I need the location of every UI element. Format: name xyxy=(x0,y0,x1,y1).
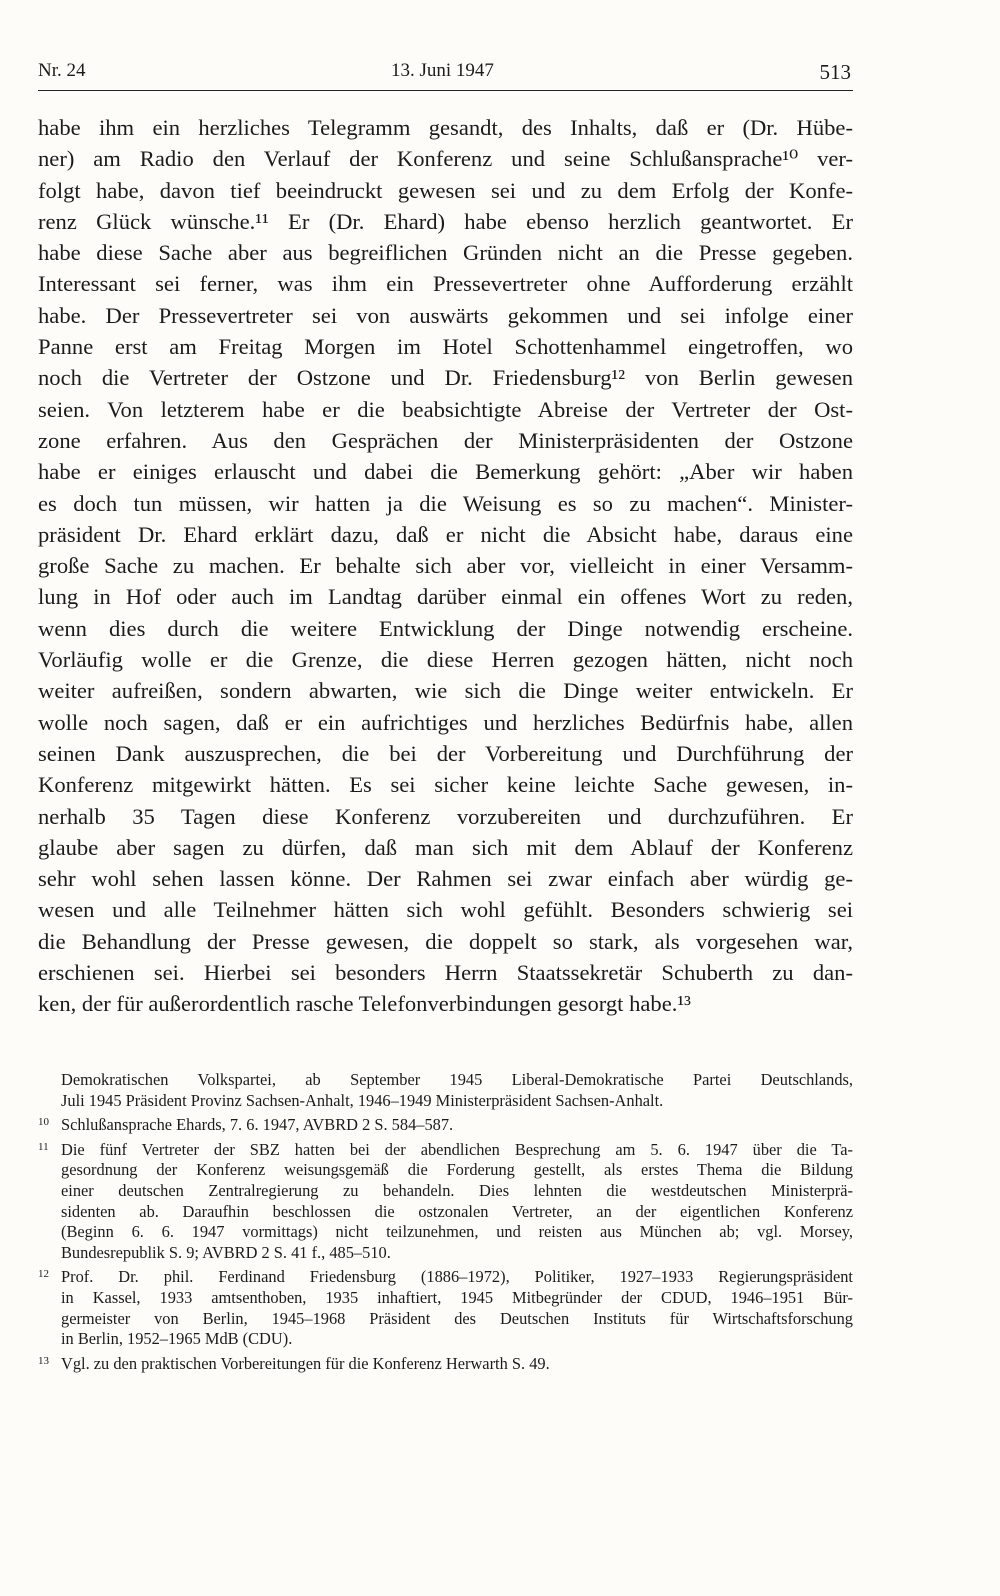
body-line: habe diese Sache aber aus begreiflichen Gründen nicht an die Presse gegeben. xyxy=(38,240,853,266)
footnote-line xyxy=(38,1140,853,1161)
footnote-text: (Beginn 6. 6. 1947 vormittags) nicht teilzunehmen, und reisten aus München ab; vgl. Morsey, xyxy=(61,1222,853,1242)
footnote-text: Die fünf Vertreter der SBZ hatten bei der abendlichen Besprechung am 5. 6. 1947 über die Ta- xyxy=(61,1139,853,1159)
footnote-text: in Berlin, 1952–1965 MdB (CDU). xyxy=(61,1329,293,1349)
footnote-number: 11 xyxy=(38,1140,49,1153)
body-line: die Behandlung der Presse gewesen, die doppelt so stark, als vorgesehen war, xyxy=(38,928,853,954)
footnote-text: Prof. Dr. phil. Ferdinand Friedensburg (1886–1972), Politiker, 1927–1933 Regierungspräsident xyxy=(61,1267,853,1287)
body-line: Konferenz mitgewirkt hätten. Es sei sicher keine leichte Sache gewesen, in- xyxy=(38,772,853,798)
body-line: zone erfahren. Aus den Gesprächen der Ministerpräsidenten der Ostzone xyxy=(38,427,853,453)
footnote-line xyxy=(38,1222,853,1243)
footnote-line xyxy=(38,1243,853,1264)
body-line: nerhalb 35 Tagen diese Konferenz vorzubereiten und durchzuführen. Er xyxy=(38,803,853,829)
body-line: habe. Der Pressevertreter sei von auswärts gekommen und sei infolge einer xyxy=(38,302,853,328)
footnote-number: 10 xyxy=(38,1116,49,1129)
body-line: wenn dies durch die weitere Entwicklung der Dinge notwendig erscheine. xyxy=(38,615,853,641)
footnote-line xyxy=(38,1288,853,1309)
body-line: Panne erst am Freitag Morgen im Hotel Schottenhammel eingetroffen, wo xyxy=(38,334,853,360)
body-line: große Sache zu machen. Er behalte sich aber vor, vielleicht in einer Versamm- xyxy=(38,553,853,579)
footnote-line xyxy=(38,1202,853,1223)
body-line: ken, der für außerordentlich rasche Telefonverbindungen gesorgt habe.¹³ xyxy=(38,991,691,1017)
footnote-line xyxy=(38,1160,853,1181)
body-line: seinen Dank auszusprechen, die bei der Vorbereitung und Durchführung der xyxy=(38,740,853,766)
body-line: wesen und alle Teilnehmer hätten sich wohl gefühlt. Besonders schwierig sei xyxy=(38,897,853,923)
footnote xyxy=(38,1267,853,1349)
footnote-text: sidenten ab. Daraufhin beschlossen die ostzonalen Vertreter, an der eigentlichen Konferenz xyxy=(61,1201,853,1221)
body-line: folgt habe, davon tief beeindruckt gewesen sei und zu dem Erfolg der Konfe- xyxy=(38,177,853,203)
footnote-text: Schlußansprache Ehards, 7. 6. 1947, AVBRD 2 S. 584–587. xyxy=(61,1115,454,1135)
body-line: weiter aufreißen, sondern abwarten, wie sich die Dinge weiter entwickeln. Er xyxy=(38,678,853,704)
footnote-number: 13 xyxy=(38,1354,49,1367)
footnote xyxy=(38,1140,853,1264)
body-line: erschienen sei. Hierbei sei besonders Herrn Staatssekretär Schuberth zu dan- xyxy=(38,960,853,986)
body-line: glaube aber sagen zu dürfen, daß man sich mit dem Ablauf der Konferenz xyxy=(38,834,853,860)
footnote-line xyxy=(38,1181,853,1202)
footnote-text: germeister von Berlin, 1945–1968 Präsident des Deutschen Instituts für Wirtschaftsforschung xyxy=(61,1308,853,1328)
body-line: Interessant sei ferner, was ihm ein Pressevertreter ohne Aufforderung erzählt xyxy=(38,271,853,297)
footnote-text: Vgl. zu den praktischen Vorbereitungen für die Konferenz Herwarth S. 49. xyxy=(61,1353,550,1373)
footnote-text: in Kassel, 1933 amtsenthoben, 1935 inhaftiert, 1945 Mitbegründer der CDUD, 1946–1951 Bür- xyxy=(61,1287,853,1307)
footnote-number: 12 xyxy=(38,1268,49,1281)
footnote-text: einer deutschen Zentralregierung zu behandeln. Dies lehnten die westdeutschen Ministerprä- xyxy=(61,1180,853,1200)
body-line: habe ihm ein herzliches Telegramm gesandt, des Inhalts, daß er (Dr. Hübe- xyxy=(38,115,853,140)
running-header xyxy=(38,56,853,91)
footnote-line xyxy=(38,1267,853,1288)
footnote-continued-line: Juli 1945 Präsident Provinz Sachsen-Anhalt, 1946–1949 Ministerpräsident Sachsen-Anhalt. xyxy=(61,1090,664,1110)
footnote-text: gesordnung der Konferenz weisungsgemäß die Forderung gestellt, als erstes Thema die Bildung xyxy=(61,1160,853,1180)
footnote xyxy=(38,1115,853,1136)
body-line: wolle noch sagen, daß er ein aufrichtiges und herzliches Bedürfnis habe, allen xyxy=(38,709,853,735)
body-line: sehr wohl sehen lassen könne. Der Rahmen sei zwar einfach aber würdig ge- xyxy=(38,866,853,892)
body-line: habe er einiges erlauscht und dabei die Bemerkung gehört: „Aber wir haben xyxy=(38,459,853,485)
header-date: 13. Juni 1947 xyxy=(391,60,494,81)
footnote-line xyxy=(38,1309,853,1330)
body-line: noch die Vertreter der Ostzone und Dr. Friedensburg¹² von Berlin gewesen xyxy=(38,365,853,391)
body-line: renz Glück wünsche.¹¹ Er (Dr. Ehard) habe ebenso herzlich geantwortet. Er xyxy=(38,208,853,234)
body-line: lung in Hof oder auch im Landtag darüber einmal ein offenes Wort zu reden, xyxy=(38,584,853,610)
page-number: 513 xyxy=(819,60,851,84)
footnote-text: Bundesrepublik S. 9; AVBRD 2 S. 41 f., 485–510. xyxy=(61,1242,391,1262)
body-line: seien. Von letzterem habe er die beabsichtigte Abreise der Vertreter der Ost- xyxy=(38,396,853,422)
footnote-line xyxy=(38,1115,853,1136)
body-line: ner) am Radio den Verlauf der Konferenz und seine Schlußansprache¹⁰ ver- xyxy=(38,146,853,172)
footnote-line xyxy=(38,1354,853,1375)
footnotes xyxy=(38,1070,853,1374)
footnote-line xyxy=(38,1329,853,1350)
body-line: präsident Dr. Ehard erklärt dazu, daß er nicht die Absicht habe, daraus eine xyxy=(38,521,853,547)
body-line: Vorläufig wolle er die Grenze, die diese Herren gezogen hätten, nicht noch xyxy=(38,647,853,673)
body-line: es doch tun müssen, wir hatten ja die Weisung es so zu machen“. Minister- xyxy=(38,490,853,516)
footnote-continued-line: Demokratischen Volkspartei, ab September 1945 Liberal-Demokratische Partei Deutschlands, xyxy=(61,1070,853,1089)
body-text xyxy=(38,112,853,1020)
footnote xyxy=(38,1354,853,1375)
issue-number: Nr. 24 xyxy=(38,60,86,81)
